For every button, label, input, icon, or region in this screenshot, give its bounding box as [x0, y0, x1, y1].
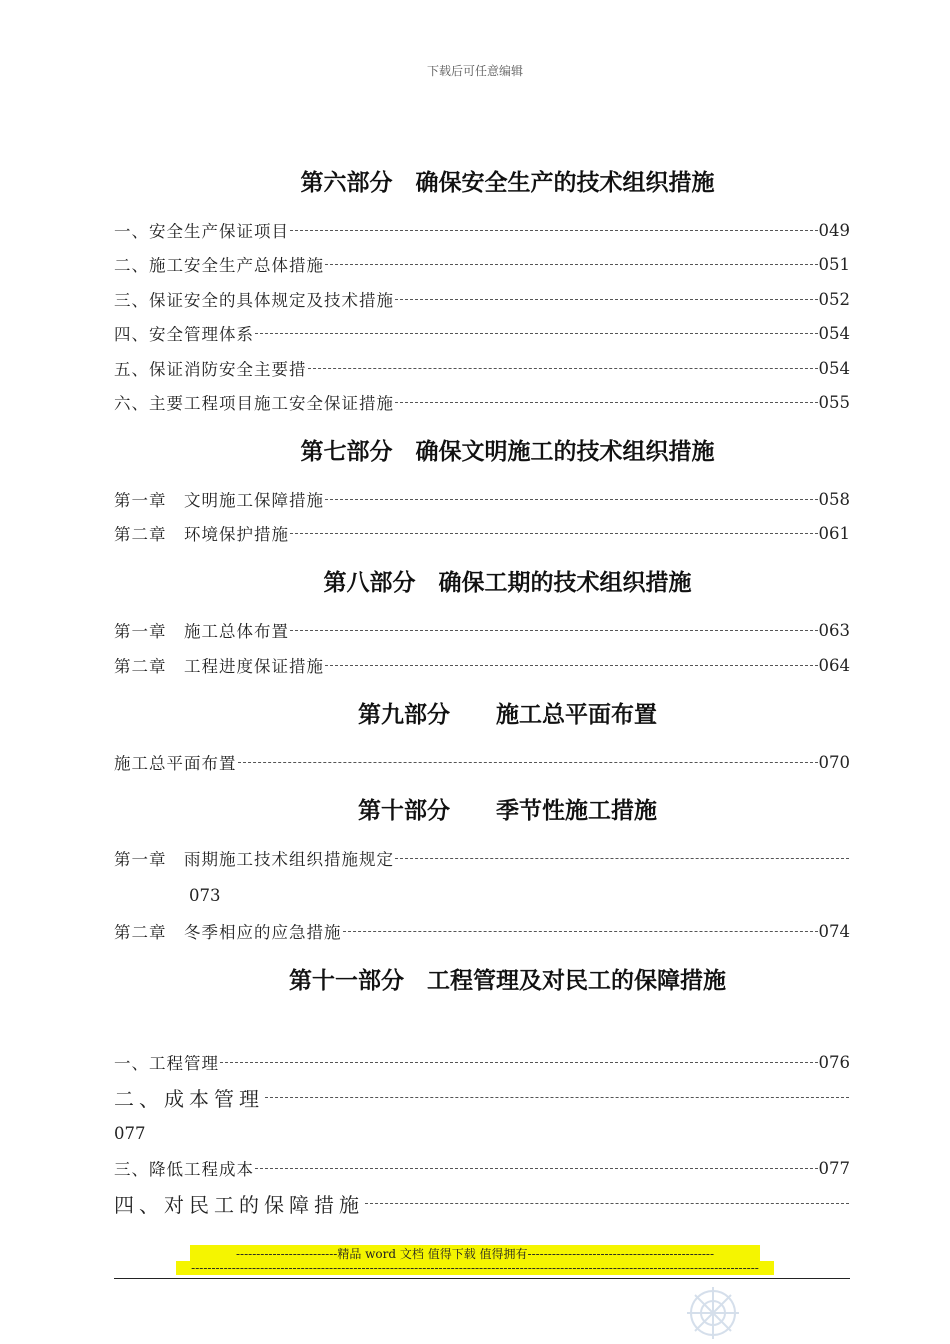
dot-leader — [220, 1062, 818, 1063]
toc-entry-page: 051 — [818, 254, 850, 274]
dot-leader — [255, 1168, 818, 1169]
toc-entry-page: 064 — [818, 655, 850, 675]
toc-entry[interactable] — [114, 251, 850, 277]
dot-leader — [325, 499, 818, 500]
dot-leader — [290, 630, 818, 631]
dot-leader — [395, 858, 849, 859]
section-title-part-10: 第十部分 季节性施工措施 — [358, 798, 657, 824]
dot-leader — [395, 402, 818, 403]
toc-entry-page: 052 — [818, 289, 850, 309]
toc-entry-label: 第一章 雨期施工技术组织措施规定 — [114, 850, 394, 869]
snowflake-watermark-icon — [682, 1282, 744, 1344]
toc-entry-label: 第二章 环境保护措施 — [114, 525, 289, 544]
dot-leader — [325, 665, 818, 666]
toc-entry-label: 四、安全管理体系 — [114, 325, 254, 344]
toc-entry[interactable] — [114, 1190, 850, 1216]
toc-entry-page: 076 — [818, 1052, 850, 1072]
toc-entry-page: 074 — [818, 921, 850, 941]
section-title-part-9: 第九部分 施工总平面布置 — [358, 702, 657, 728]
dot-leader — [290, 230, 818, 231]
toc-entry[interactable] — [114, 389, 850, 415]
toc-entry-page: 077 — [114, 1124, 146, 1143]
toc-entry[interactable] — [114, 1049, 850, 1075]
toc-entry-label: 二、成本管理 — [114, 1086, 264, 1110]
toc-entry[interactable] — [114, 320, 850, 346]
toc-entry[interactable] — [114, 845, 850, 871]
toc-entry-label: 第二章 工程进度保证措施 — [114, 657, 324, 676]
toc-entry-page: 049 — [818, 220, 850, 240]
toc-entry-label: 三、降低工程成本 — [114, 1160, 254, 1179]
toc-entry-page: 055 — [818, 392, 850, 412]
toc-entry-label: 三、保证安全的具体规定及技术措施 — [114, 291, 394, 310]
dot-leader — [255, 333, 818, 334]
toc-entry-label: 第一章 施工总体布置 — [114, 622, 289, 641]
toc-entry-label: 四、对民工的保障措施 — [114, 1192, 364, 1216]
page-header: 下载后可任意编辑 — [426, 64, 523, 78]
footer-banner-line — [0, 1261, 950, 1278]
toc-entry-label: 一、工程管理 — [114, 1054, 219, 1073]
toc-entry[interactable] — [114, 486, 850, 512]
footer-banner-text: -------------------------精品 word 文档 值得下载 值得拥有---------------------------------------------- — [190, 1245, 760, 1262]
toc-entry[interactable] — [114, 652, 850, 678]
dot-leader — [343, 931, 818, 932]
toc-entry-label: 二、施工安全生产总体措施 — [114, 256, 324, 275]
toc-entry-label: 第二章 冬季相应的应急措施 — [114, 923, 342, 942]
dot-leader — [265, 1097, 849, 1098]
toc-entry[interactable] — [114, 355, 850, 381]
toc-entry[interactable] — [114, 617, 850, 643]
dot-leader — [325, 264, 818, 265]
section-title-part-7: 第七部分 确保文明施工的技术组织措施 — [300, 439, 715, 465]
toc-entry-label: 第一章 文明施工保障措施 — [114, 491, 324, 510]
toc-entry[interactable] — [114, 520, 850, 546]
toc-entry-page: 058 — [818, 489, 850, 509]
dot-leader — [238, 762, 818, 763]
dot-leader — [365, 1203, 849, 1204]
dot-leader — [308, 368, 818, 369]
toc-entry-page: 070 — [818, 752, 850, 772]
section-title-part-11: 第十一部分 工程管理及对民工的保障措施 — [289, 968, 726, 994]
toc-entry[interactable] — [114, 286, 850, 312]
dot-leader — [290, 533, 818, 534]
toc-entry[interactable] — [114, 1155, 850, 1181]
dot-leader — [395, 299, 818, 300]
toc-entry-label: 一、安全生产保证项目 — [114, 222, 289, 241]
footer-rule — [114, 1278, 850, 1279]
toc-entry-page: 054 — [818, 323, 850, 343]
toc-entry-page: 063 — [818, 620, 850, 640]
toc-entry-page: 061 — [818, 523, 850, 543]
toc-entry-label: 施工总平面布置 — [114, 754, 237, 773]
toc-entry-page: 054 — [818, 358, 850, 378]
toc-entry-page: 077 — [818, 1158, 850, 1178]
footer-banner-dashes: -------------------------------------------------------------------------------------------------------------------------------------------- — [176, 1261, 774, 1275]
toc-entry-label: 五、保证消防安全主要措 — [114, 360, 307, 379]
section-title-part-8: 第八部分 确保工期的技术组织措施 — [323, 570, 692, 596]
toc-entry[interactable] — [114, 1084, 850, 1110]
toc-entry-label: 六、主要工程项目施工安全保证措施 — [114, 394, 394, 413]
toc-entry[interactable] — [114, 749, 850, 775]
toc-entry[interactable] — [114, 918, 850, 944]
toc-entry[interactable] — [114, 217, 850, 243]
section-title-part-6: 第六部分 确保安全生产的技术组织措施 — [300, 170, 715, 196]
toc-entry-page: 073 — [189, 886, 221, 905]
